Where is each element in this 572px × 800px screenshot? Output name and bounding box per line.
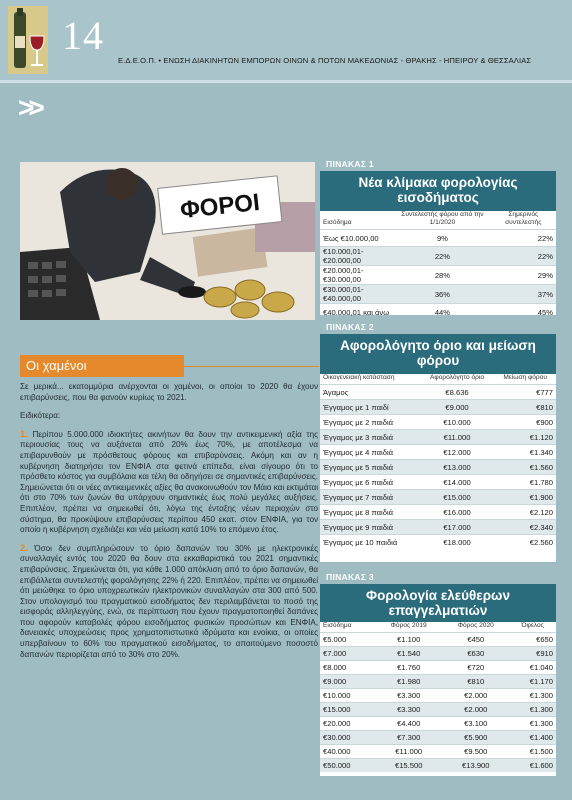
- table-cell: €777: [494, 385, 556, 400]
- table-cell: Έγγαμος με 4 παιδιά: [320, 445, 420, 460]
- table-cell: €20.000: [320, 717, 375, 731]
- table-cell: €2.120: [494, 505, 556, 520]
- table-row: [320, 247, 556, 266]
- table-cell: 9%: [394, 230, 490, 247]
- table-row: [320, 717, 556, 731]
- table-cell: €1.120: [494, 430, 556, 445]
- table-cell: €810: [494, 400, 556, 415]
- table-cell: Έγγαμος με 6 παιδιά: [320, 475, 420, 490]
- table-cell: €15.000: [320, 703, 375, 717]
- table-cell: Άγαμος: [320, 385, 420, 400]
- table-cell: €5.900: [442, 731, 509, 745]
- table-cell: €40.000: [320, 745, 375, 759]
- table-cell: €900: [494, 415, 556, 430]
- point-number: 2.: [20, 542, 28, 554]
- table-cell: €13.900: [442, 759, 509, 773]
- table-row: [320, 520, 556, 535]
- table-row: [320, 689, 556, 703]
- table-cell: €13.000: [420, 460, 495, 475]
- table2-title: Αφορολόγητο όριο και μείωση φόρου: [320, 334, 556, 374]
- table-cell: 29%: [491, 266, 557, 285]
- table-row: [320, 415, 556, 430]
- table-cell: €1.340: [494, 445, 556, 460]
- table-cell: 44%: [394, 304, 490, 321]
- table-cell: €11.000: [420, 430, 495, 445]
- point-text: Όσοι δεν συμπληρώσουν το όριο δαπανών του 30% με ηλεκτρονικές συναλλαγές εντός του 2020 θα δουν στα εκκαθαριστικά του 2021 σημαντικές επιβαρύνσεις. Σημειώνεται ότι, για κάθε 1.000 απόκλιση από το όριο δαπανών, θα επιβάλλεται συντελεστής φορολόγησης 22% ή 220. Επιπλέον, πρέπει να σημειωθεί ότι μειώθηκε το όριο υποχρεωτικών ηλεκτρονικών συναλλαγών στα 300 από 500. Στον υπολογισμό του πραγματικού εισοδήματος δεν περιλαμβάνεται το ποσό της εισφοράς αλληλεγγύης, ενώ, σε περίπτωση που έχουν πραγματοποιηθεί δαπάνες που αφορούν καταβολές φόρου εισοδήματος φυσικών προσώπων και ΕΝΦΙΑ, δανειακές υποχρεώσεις προς χρηματοπιστωτικά ιδρύματα και ενοίκια, οι οποίες υπερβαίνουν το 60% του πραγματικού εισοδήματος, το απαιτούμενο ποσοστό δαπανών περιορίζεται από το 30% στο 20%.: [20, 543, 319, 659]
- table-cell: €1.400: [509, 731, 556, 745]
- table3-label: ΠΙΝΑΚΑΣ 3: [326, 572, 374, 582]
- table3-title: Φορολογία ελεύθερων επαγγελματιών: [320, 584, 556, 622]
- table-cell: €1.760: [375, 661, 442, 675]
- table-cell: €5.000: [320, 633, 375, 647]
- table-row: [320, 505, 556, 520]
- page-header: [0, 0, 572, 80]
- table-row: [320, 385, 556, 400]
- table-cell: €1.560: [494, 460, 556, 475]
- article-point-1: [20, 430, 318, 536]
- organization-title: Ε.Δ.Ε.Ο.Π. • ΕΝΩΣΗ ΔΙΑΚΙΝΗΤΩΝ ΕΜΠΟΡΩΝ ΟΙΝΩΝ & ΠΟΤΩΝ ΜΑΚΕΔΟΝΙΑΣ - ΘΡΑΚΗΣ - ΗΠΕΙΡΟΥ & ΘΕΣΣΑΛΙΑΣ: [118, 56, 532, 65]
- table-cell: €1.980: [375, 675, 442, 689]
- table-row: [320, 304, 556, 321]
- table-row: [320, 230, 556, 247]
- table3: [320, 584, 556, 776]
- table-row: [320, 703, 556, 717]
- table1-title: Νέα κλίμακα φορολογίας εισοδήματος: [320, 171, 556, 211]
- table-cell: €3.300: [375, 703, 442, 717]
- header-divider: [0, 80, 572, 83]
- table-cell: Έγγαμος με 10 παιδιά: [320, 535, 420, 550]
- table1-label: ΠΙΝΑΚΑΣ 1: [326, 159, 374, 169]
- table-cell: €10.000,01-€20.000,00: [320, 247, 394, 266]
- table-cell: €40.000,01 και άνω: [320, 304, 394, 321]
- table2: [320, 334, 556, 562]
- table-row: [320, 633, 556, 647]
- article-body: [20, 382, 318, 668]
- table-cell: €9.000: [320, 675, 375, 689]
- table3-grid: [320, 622, 556, 772]
- table-cell: €20.000,01-€30.000,00: [320, 266, 394, 285]
- table-row: [320, 535, 556, 550]
- table-cell: €11.000: [375, 745, 442, 759]
- double-arrow-icon: >>: [18, 92, 39, 123]
- table-cell: €50.000: [320, 759, 375, 773]
- table-cell: €12.000: [420, 445, 495, 460]
- table1-grid: [320, 211, 556, 320]
- table2-header: Οικογενειακή κατάσταση: [323, 374, 395, 381]
- table-cell: Έγγαμος με 5 παιδιά: [320, 460, 420, 475]
- table-cell: €1.040: [509, 661, 556, 675]
- table-cell: €14.000: [420, 475, 495, 490]
- wine-glass-logo-icon: [6, 6, 50, 74]
- table-cell: 37%: [491, 285, 557, 304]
- table-cell: €630: [442, 647, 509, 661]
- table-cell: €3.100: [442, 717, 509, 731]
- table-cell: €1.780: [494, 475, 556, 490]
- table-cell: €17.000: [420, 520, 495, 535]
- table-row: [320, 745, 556, 759]
- section-heading: Οι χαμένοι: [20, 355, 184, 377]
- point-text: Περίπου 5.000.000 ιδιοκτήτες ακινήτων θα δουν την αντικειμενική αξία της περιουσίας τους να αυξάνεται από 20% έως 70%, με αποτέλεσμα να επιβαρυνθούν με πρόσθετους φόρους και επιβαρύνσεις. Ακόμη και αν η κυβέρνηση διατηρήσει τον ΕΝΦΙΑ στα φετινά επίπεδα, είναι σίγουρο ότι το πρόσθετο κόστος για συμβόλαια και τέλη θα οδηγήσει σε σημαντικές επιβαρύνσεις. Σημειώνεται ότι οι νέες αντικειμενικές αξίες θα ανακοινωθούν τον Μάιο και εκτιμάται ότι στο 70% των ζωνών θα υπάρχουν σημαντικές έως πολύ μεγάλες αυξήσεις. Επιπλέον, πρέπει να σημειωθεί ότι, λόγω της ένταξης νέων περιοχών στο σύστημα, θα προκύψουν επιβαρύνσεις περίπου 450 εκατ. στον ΕΝΦΙΑ, για τον οποίο η κυβέρνηση σχεδιάζει και νέα μείωση κατά 10% το επόμενο έτος.: [20, 429, 318, 535]
- table2-grid: [320, 374, 556, 549]
- table-cell: Έγγαμος με 8 παιδιά: [320, 505, 420, 520]
- table-row: [320, 675, 556, 689]
- article-subheading: Ειδικότερα:: [20, 411, 61, 421]
- table-cell: €2.340: [494, 520, 556, 535]
- table-cell: €9.500: [442, 745, 509, 759]
- table-cell: €10.000: [320, 689, 375, 703]
- table2-label: ΠΙΝΑΚΑΣ 2: [326, 322, 374, 332]
- article-point-2: [20, 544, 318, 661]
- table-cell: €2.560: [494, 535, 556, 550]
- photo-sign-text: ΦΟΡΟΙ: [178, 188, 261, 225]
- table-cell: Έγγαμος με 9 παιδιά: [320, 520, 420, 535]
- table-row: [320, 475, 556, 490]
- table-cell: €7.300: [375, 731, 442, 745]
- page-number: 14: [62, 13, 104, 58]
- table3-header: Εισόδημα: [323, 622, 352, 629]
- table-row: [320, 430, 556, 445]
- table-cell: €1.100: [375, 633, 442, 647]
- table-cell: €450: [442, 633, 509, 647]
- table-cell: Έως €10.000,00: [320, 230, 394, 247]
- table-cell: 45%: [491, 304, 557, 321]
- article-intro: Σε μερικά... εκατομμύρια ανέρχονται οι χαμένοι, οι οποίοι το 2020 θα έχουν επιβαρύνσεις, που θα φανούν κυρίως το 2021.: [20, 382, 318, 402]
- table-cell: €7.000: [320, 647, 375, 661]
- heading-rule: [184, 366, 319, 367]
- table3-header: Όφελος: [521, 622, 544, 629]
- table-cell: €810: [442, 675, 509, 689]
- table-cell: €1.300: [509, 717, 556, 731]
- table-cell: €650: [509, 633, 556, 647]
- table3-header: Φόρος 2019: [390, 622, 427, 629]
- table1-header: Σημερινός συντελεστής: [505, 211, 542, 226]
- table-cell: Έγγαμος με 3 παιδιά: [320, 430, 420, 445]
- table-cell: Έγγαμος με 2 παιδιά: [320, 415, 420, 430]
- table-cell: 36%: [394, 285, 490, 304]
- table-cell: 22%: [491, 230, 557, 247]
- table-cell: 22%: [394, 247, 490, 266]
- table-cell: €8.000: [320, 661, 375, 675]
- table-cell: €720: [442, 661, 509, 675]
- table-cell: €2.000: [442, 689, 509, 703]
- table-row: [320, 731, 556, 745]
- table-cell: €4.400: [375, 717, 442, 731]
- table-cell: Έγγαμος με 1 παιδί: [320, 400, 420, 415]
- table-cell: €1.300: [509, 703, 556, 717]
- table-row: [320, 490, 556, 505]
- table-cell: €9.000: [420, 400, 495, 415]
- table-cell: €8.636: [420, 385, 495, 400]
- table-cell: 28%: [394, 266, 490, 285]
- table-row: [320, 460, 556, 475]
- table-cell: €1.170: [509, 675, 556, 689]
- table-cell: €1.540: [375, 647, 442, 661]
- table1-header: Εισόδημα: [323, 219, 352, 226]
- table-row: [320, 647, 556, 661]
- table-cell: €18.000: [420, 535, 495, 550]
- table-cell: €2.000: [442, 703, 509, 717]
- table-cell: €30.000: [320, 731, 375, 745]
- table-cell: €30.000,01-€40.000,00: [320, 285, 394, 304]
- table-row: [320, 285, 556, 304]
- table-row: [320, 445, 556, 460]
- table3-header: Φόρος 2020: [457, 622, 494, 629]
- table-row: [320, 266, 556, 285]
- table1: [320, 171, 556, 315]
- table2-header: Μείωση φόρου: [503, 374, 547, 381]
- table-row: [320, 661, 556, 675]
- table-row: [320, 759, 556, 773]
- table-cell: 22%: [491, 247, 557, 266]
- table2-header: Αφορολόγητο όριο: [430, 374, 485, 381]
- table-row: [320, 400, 556, 415]
- table-cell: €15.000: [420, 490, 495, 505]
- table-cell: €1.300: [509, 689, 556, 703]
- table-cell: €1.900: [494, 490, 556, 505]
- point-number: 1.: [20, 428, 28, 440]
- table-cell: €1.500: [509, 745, 556, 759]
- table-cell: €3.300: [375, 689, 442, 703]
- table-cell: €15.500: [375, 759, 442, 773]
- table-cell: Έγγαμος με 7 παιδιά: [320, 490, 420, 505]
- article-photo: [20, 162, 315, 320]
- table-cell: €1.600: [509, 759, 556, 773]
- table-cell: €10.000: [420, 415, 495, 430]
- table-cell: €910: [509, 647, 556, 661]
- table-cell: €16.000: [420, 505, 495, 520]
- table1-header: Συντελεστής φόρου από την 1/1/2020: [401, 211, 484, 226]
